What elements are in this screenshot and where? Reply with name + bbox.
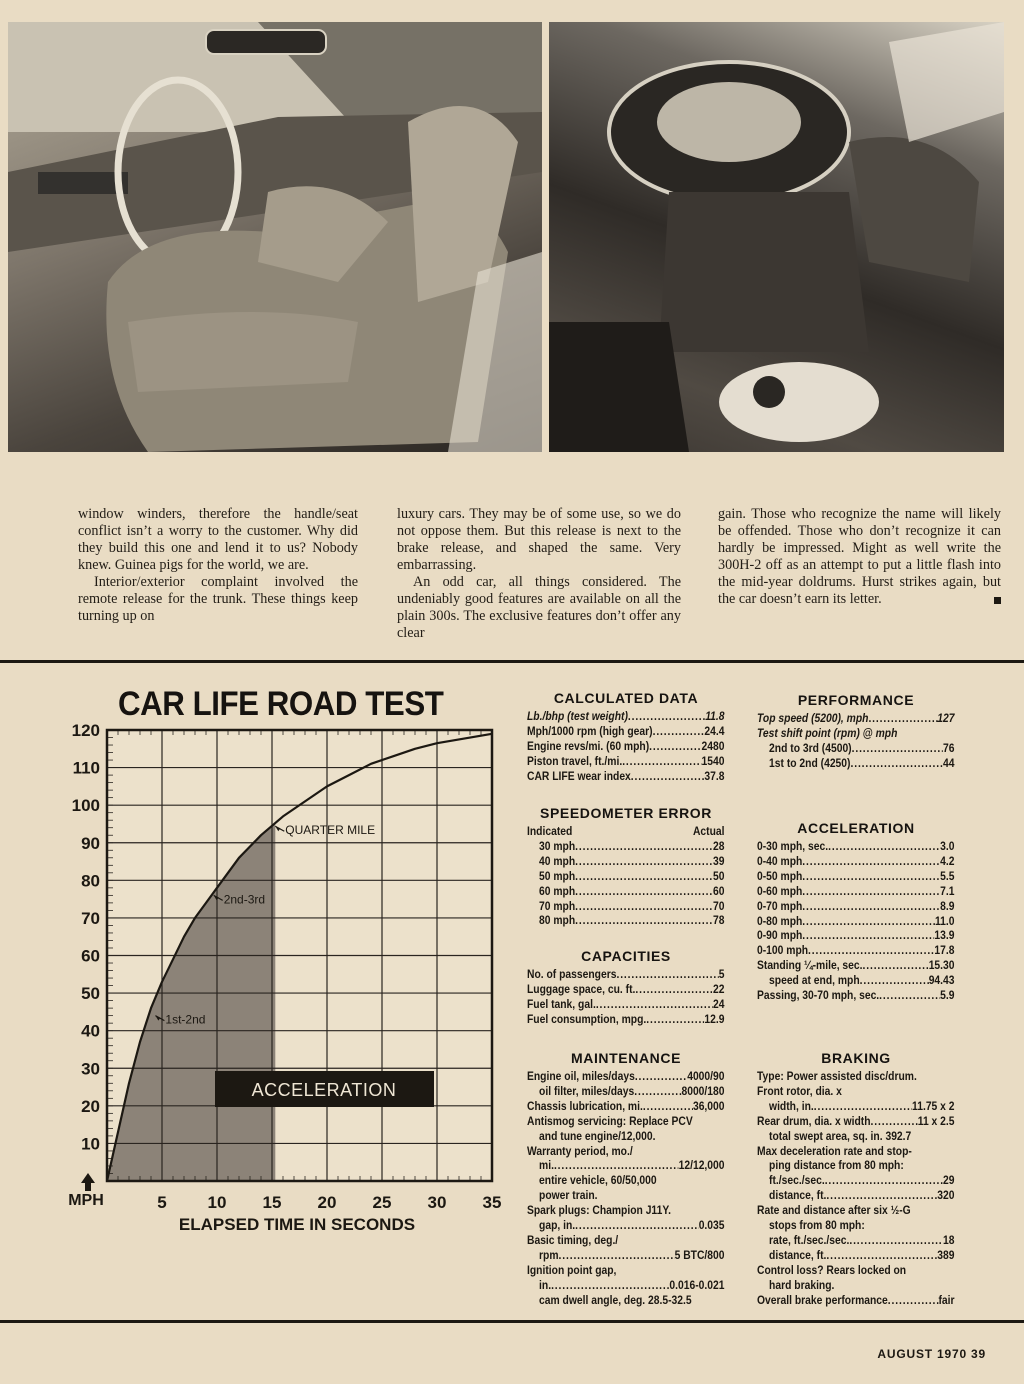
x-tick-label: 35 [482,1193,502,1212]
dot-leader [852,741,943,756]
y-tick-label: 120 [71,721,100,740]
dot-leader [808,943,934,958]
y-tick-label: 50 [81,984,100,1004]
article-paragraph: Interior/exterior complaint involved the remote release for the trunk. These things keep turning up on [78,574,358,624]
spec-row [527,1278,725,1293]
spec-row [757,869,955,884]
performance-section [757,692,955,771]
x-tick-label: 10 [207,1193,227,1212]
article-column-3 [718,506,1001,608]
spec-value: 320 [937,1188,955,1203]
dot-leader [802,899,940,914]
acceleration-section [757,820,955,1003]
spec-value: 5.9 [940,988,955,1003]
spec-row [527,884,725,899]
spec-value: 50 [713,868,725,883]
spec-label: Engine oil, miles/days [527,1069,635,1083]
spec-row [757,1173,955,1188]
dot-leader [871,1114,918,1129]
acceleration-chart [0,660,512,1260]
spec-label: CAR LIFE wear index [527,768,631,783]
spec-row [527,739,725,754]
spec-label: Chassis lubrication, mi. [527,1098,643,1113]
spec-row [757,958,955,973]
spec-label: Luggage space, cu. ft. [527,981,636,996]
speedometer-heading: SPEEDOMETER ERROR [540,805,712,821]
spec-row [757,884,955,899]
spec-value: 11 x 2.5 [917,1113,955,1128]
spec-row [757,943,955,958]
indicated-label: Indicated [527,824,573,838]
spec-value: 70 [713,898,725,913]
spec-value: 78 [713,913,725,928]
spec-value: 11.0 [934,913,955,928]
spec-label: 0-60 mph [757,883,803,898]
spec-value: 36,000 [692,1098,725,1113]
actual-label: Actual [692,824,725,838]
maintenance-heading: MAINTENANCE [570,1050,682,1066]
spec-value: 12/12,000 [678,1158,725,1173]
spec-row [757,839,955,854]
spec-row [757,1233,955,1248]
spec-row [527,1218,725,1233]
dot-leader [802,884,940,899]
dot-leader [634,1084,681,1099]
spec-row [757,1114,955,1129]
dot-leader [551,1278,669,1293]
spec-value: 5 [718,967,725,981]
spec-label: 70 mph [539,898,576,913]
y-tick-label: 30 [81,1059,100,1079]
spec-value: 0.035 [698,1218,725,1233]
capacities-heading: CAPACITIES [581,948,671,964]
spec-label: 50 mph [539,868,576,883]
spec-row [527,967,725,982]
spec-row [527,1069,725,1084]
spec-label: ft./sec./sec. [769,1173,825,1188]
spec-row [527,1248,725,1263]
spec-row [527,754,725,769]
dot-leader [635,982,713,997]
spec-row [527,869,725,884]
speedometer-column-header [527,824,725,839]
spec-row [757,756,955,771]
spec-label: Standing ¼-mile, sec. [757,958,863,973]
acceleration-rows [757,839,955,1003]
spec-label: Overall brake performance [757,1292,888,1307]
dot-leader [653,724,705,739]
x-axis-label: ELAPSED TIME IN SECONDS [178,1215,416,1234]
dot-leader [575,869,713,884]
spec-value: 11.75 x 2 [912,1098,955,1113]
dot-leader [826,1188,937,1203]
article-paragraph-text: gain. Those who recognize the name will likely be offended. Those who don’t recognize it can hardly be impressed. Might as well write the 300H-2 off as an attempt to put a little flash into the mid-year doldrums. Hurst strikes again, but the car doesn’t earn its letter. [718,506,1001,607]
engine-photo-art [549,22,1004,452]
spec-label: 40 mph [539,853,576,868]
spec-value: 8000/180 [681,1083,725,1098]
spec-row [527,724,725,739]
spec-label: Lb./bhp (test weight) [527,709,628,723]
x-tick-label: 20 [317,1193,337,1212]
spec-value: 37.8 [704,768,725,783]
maintenance-section [527,1050,725,1308]
spec-value: 60 [713,883,725,898]
spec-value: fair [938,1292,955,1307]
spec-row [757,928,955,943]
spec-value: 15.30 [928,958,955,973]
spec-text-line: and tune engine/12,000. [539,1128,656,1143]
spec-value: 3.0 [940,839,955,853]
dot-leader [879,988,940,1003]
spec-value: 4.2 [940,853,955,868]
spec-value: 39 [713,853,725,868]
article-paragraph [718,506,1001,608]
spec-label: 0-30 mph, sec. [757,839,829,853]
spec-text-line: Test shift point (rpm) @ mph [757,725,898,740]
spec-value: 17.8 [934,943,955,958]
spec-row [757,741,955,756]
spec-row [527,913,725,928]
acceleration-banner-label: ACCELERATION [251,1080,397,1100]
spec-row [757,1099,955,1114]
dot-leader [826,1248,937,1263]
braking-section [757,1050,955,1308]
spec-label: 30 mph [539,838,576,853]
spec-label: distance, ft. [769,1188,827,1203]
dot-leader [868,711,937,726]
dot-leader [575,884,713,899]
spec-value: 22 [713,981,725,996]
spec-label: gap, in. [539,1218,576,1233]
spec-value: 0.016-0.021 [669,1277,725,1292]
performance-rows [757,711,955,771]
spec-row [757,711,955,726]
maintenance-rows [527,1069,725,1308]
speedometer-section [527,805,725,928]
dot-leader [850,756,943,771]
dot-leader [575,913,713,928]
spec-label: width, in. [769,1098,814,1113]
spec-label: Passing, 30-70 mph, sec. [757,988,880,1003]
spec-row [757,973,955,988]
x-tick-label: 25 [372,1193,392,1212]
spec-text-line: power train. [539,1188,598,1203]
article-column-2 [397,506,681,642]
y-tick-label: 20 [81,1096,100,1116]
braking-rows [757,1069,955,1308]
dot-leader [802,928,934,943]
spec-label: Engine revs/mi. (60 mph) [527,738,650,753]
spec-label: speed at end, mph [769,973,860,988]
interior-photo [8,22,542,452]
spec-text-line: ping distance from 80 mph: [769,1158,904,1173]
dot-leader [635,1069,687,1084]
calculated-data-section [527,690,725,784]
spec-label: Piston travel, ft./mi. [527,753,623,768]
spec-text-line: stops from 80 mph: [769,1218,865,1233]
calculated-data-rows [527,709,725,784]
dot-leader [554,1158,679,1173]
spec-label: in. [539,1277,552,1292]
capacities-section [527,948,725,1027]
performance-heading: PERFORMANCE [797,692,915,708]
spec-label: 0-100 mph [757,943,809,958]
spec-label: Mph/1000 rpm (high gear) [527,723,653,738]
spec-row [527,769,725,784]
spec-value: 28 [713,838,725,853]
spec-value: 2480 [701,738,725,753]
mph-arrow-icon [81,1173,95,1191]
x-tick-label: 5 [157,1193,167,1212]
dot-leader [888,1293,939,1308]
dot-leader [646,1012,704,1027]
dot-leader [628,709,705,724]
article-paragraph: luxury cars. They may be of some use, so we do not oppose them. But this release is next to the brake release, and shaped the same. Very embarrassing. [397,506,681,573]
dot-leader [814,1099,912,1114]
capacities-rows [527,967,725,1027]
spec-row [527,1084,725,1099]
spec-value: 13.9 [934,928,955,943]
spec-label: No. of passengers [527,967,617,981]
annotation-label: 2nd-3rd [223,892,266,907]
article-paragraph: An odd car, all things considered. The undeniably good features are available on all the plain 300s. The exclusive features don’t offer any clear [397,574,681,641]
y-tick-label: 110 [72,758,100,778]
spec-value: 18 [943,1232,955,1247]
spec-text-line: Warranty period, mo./ [527,1143,633,1158]
dot-leader [828,839,940,854]
y-axis-label: MPH [68,1192,104,1209]
dot-leader [825,1173,943,1188]
dot-leader [575,854,713,869]
spec-row [527,854,725,869]
spec-value: 44 [943,755,955,770]
dot-leader [631,769,705,784]
dot-leader [802,914,935,929]
end-of-article-mark [994,597,1001,604]
spec-value: 1540 [701,753,725,768]
spec-value: 24 [713,996,725,1011]
y-tick-label: 10 [81,1134,100,1154]
spec-value: 76 [943,740,955,755]
annotation-label: 1st-2nd [165,1012,206,1027]
dot-leader [860,973,929,988]
y-tick-label: 40 [81,1021,100,1041]
interior-photo-art [8,22,542,452]
dot-leader [802,854,940,869]
spec-label: 80 mph [539,913,576,928]
spec-label: Top speed (5200), mph [757,711,869,725]
spec-value: 29 [943,1173,955,1188]
y-tick-label: 60 [81,946,100,966]
spec-text-line: Front rotor, dia. x [757,1083,842,1098]
spec-row [527,1012,725,1027]
engine-photo [549,22,1004,452]
dot-leader [559,1248,675,1263]
spec-row [527,997,725,1012]
spec-row [757,914,955,929]
y-tick-label: 80 [81,871,100,891]
spec-text-line: Ignition point gap, [527,1262,617,1277]
spec-row [527,899,725,914]
spec-label: oil filter, miles/days [539,1083,635,1098]
spec-text-line: total swept area, sq. in. 392.7 [769,1128,912,1143]
spec-value: 5.5 [940,868,955,883]
chart-title: CAR LIFE ROAD TEST [118,685,444,723]
spec-text-line: Max deceleration rate and stop- [757,1143,912,1158]
spec-label: Fuel tank, gal. [527,996,596,1011]
spec-text-line: hard braking. [769,1277,835,1292]
spec-value: 7.1 [940,883,955,898]
spec-row [527,839,725,854]
dot-leader [575,839,713,854]
spec-label: 0-90 mph [757,928,803,943]
dot-leader [863,958,929,973]
spec-value: 24.4 [704,723,725,738]
spec-value: 4000/90 [687,1069,725,1083]
spec-row [527,709,725,724]
spec-row [527,982,725,997]
calculated-data-heading: CALCULATED DATA [553,690,699,706]
spec-row [757,1293,955,1308]
spec-label: rpm [539,1247,559,1262]
spec-text-line: Control loss? Rears locked on [757,1262,907,1277]
spec-row [527,1158,725,1173]
spec-label: 2nd to 3rd (4500) [769,740,852,755]
dot-leader [575,899,713,914]
spec-label: rate, ft./sec./sec. [769,1232,850,1247]
spec-value: 8.9 [940,898,955,913]
dot-leader [616,967,718,982]
spec-label: mi. [539,1158,554,1173]
spec-label: 1st to 2nd (4250) [769,755,851,770]
annotation-label: QUARTER MILE [285,823,376,838]
dot-leader [802,869,940,884]
spec-label: 0-70 mph [757,898,803,913]
spec-text-line: Rate and distance after six ½-G [757,1203,911,1218]
spec-label: 0-50 mph [757,868,803,883]
dot-leader [649,739,701,754]
spec-label: 0-80 mph [757,913,803,928]
spec-label: distance, ft. [769,1247,827,1262]
spec-value: 94.43 [928,973,955,988]
spec-row [527,1099,725,1114]
spec-text-line: Spark plugs: Champion J11Y. [527,1203,671,1218]
article-paragraph: window winders, therefore the handle/seat conflict isn’t a worry to the customer. Why did they build this one and lend it to us? Nobody knew. Guinea pigs for the world, we are. [78,506,358,573]
article-column-1 [78,506,358,625]
spec-value: 12.9 [704,1011,725,1026]
spec-value: 127 [937,711,955,725]
y-tick-label: 70 [81,908,100,928]
acceleration-heading: ACCELERATION [797,820,915,836]
dot-leader [575,1218,699,1233]
spec-label: Fuel consumption, mpg. [527,1011,647,1026]
spec-label: Rear drum, dia. x width [757,1113,871,1128]
spec-text-line: Antismog servicing: Replace PCV [527,1113,693,1128]
y-tick-label: 100 [71,796,100,816]
x-tick-label: 15 [262,1193,282,1212]
spec-row [757,988,955,1003]
spec-text-line: cam dwell angle, deg. 28.5-32.5 [539,1292,692,1307]
spec-value: 11.8 [705,709,725,723]
dot-leader [596,997,713,1012]
page-footer: AUGUST 1970 39 [877,1347,986,1361]
spec-value: 389 [937,1247,955,1262]
spec-row [757,1188,955,1203]
y-tick-label: 90 [81,833,100,853]
dot-leader [849,1233,943,1248]
x-tick-label: 30 [427,1193,447,1212]
spec-row [757,899,955,914]
spec-label: 0-40 mph [757,853,803,868]
spec-row [757,854,955,869]
spec-value: 5 BTC/800 [674,1247,725,1262]
speedometer-values [527,839,725,928]
spec-text-line: entire vehicle, 60/50,000 [539,1173,657,1188]
spec-text-line: Type: Power assisted disc/drum. [757,1069,917,1083]
spec-label: 60 mph [539,883,576,898]
speedometer-rows [527,824,725,928]
braking-heading: BRAKING [821,1050,891,1066]
dot-leader [622,754,701,769]
dot-leader [643,1099,693,1114]
spec-row [757,1248,955,1263]
spec-text-line: Basic timing, deg./ [527,1232,619,1247]
